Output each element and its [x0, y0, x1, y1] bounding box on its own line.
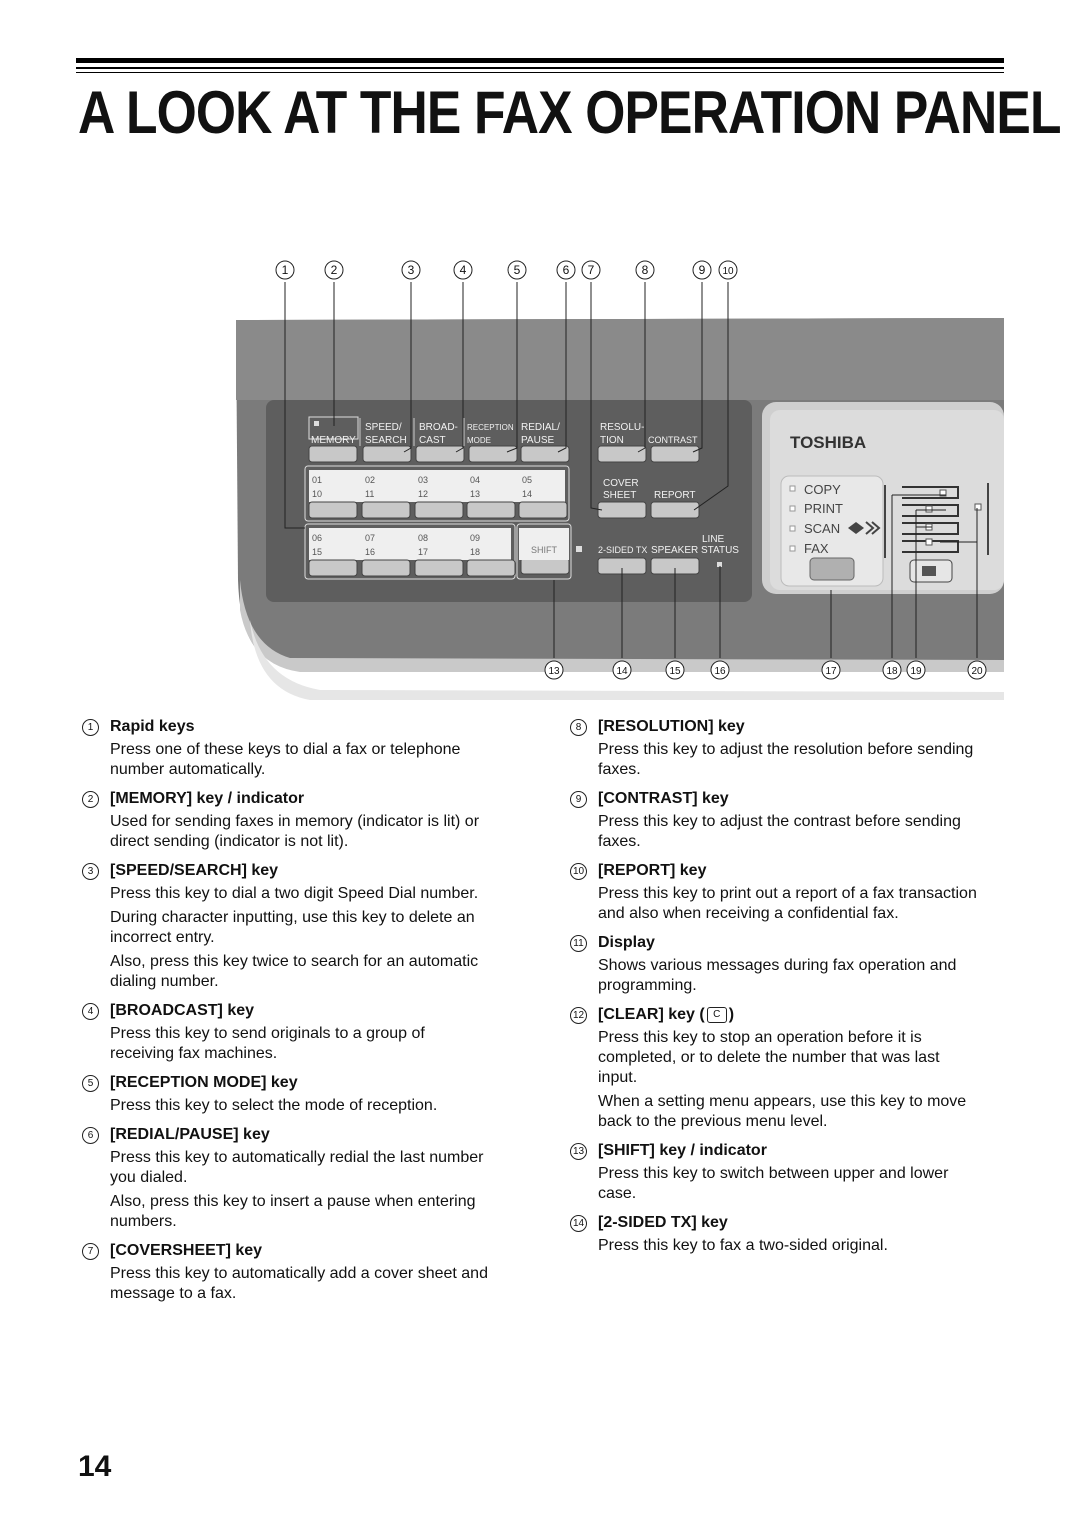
item-heading-text: [SPEED/SEARCH] key — [110, 862, 279, 879]
shift-key[interactable] — [521, 558, 569, 574]
rapid-label: 08 — [418, 533, 429, 543]
item-heading — [570, 1142, 980, 1160]
description-item — [570, 1006, 980, 1132]
clear-key-icon: C — [707, 1007, 727, 1023]
label-resolu-2: TION — [600, 435, 624, 446]
callout-number: 17 — [825, 666, 837, 677]
memory-indicator — [314, 421, 319, 426]
item-heading-text: [BROADCAST] key — [110, 1002, 255, 1019]
rapid-key[interactable] — [362, 502, 410, 518]
rapid-key[interactable] — [467, 502, 515, 518]
label-redial-2: PAUSE — [521, 435, 555, 446]
label-speed-2: SEARCH — [365, 435, 407, 446]
callout-number: 20 — [971, 666, 983, 677]
rapid-label: 18 — [470, 547, 481, 557]
item-number: 1 — [82, 719, 99, 736]
description-item — [570, 1214, 980, 1256]
label-contrast: CONTRAST — [648, 435, 698, 445]
contrast-key[interactable] — [651, 446, 699, 462]
callout-number: 2 — [330, 263, 338, 277]
callout-number: 9 — [698, 263, 706, 277]
description-item — [82, 1074, 492, 1116]
callout-number: 15 — [669, 666, 681, 677]
label-resolu-1: RESOLU- — [600, 422, 645, 433]
item-number: 14 — [570, 1215, 587, 1232]
callout-number: 4 — [459, 263, 467, 277]
label-speed-1: SPEED/ — [365, 422, 402, 433]
rapid-key[interactable] — [415, 560, 463, 576]
callout-number: 13 — [548, 666, 560, 677]
item-number: 12 — [570, 1007, 587, 1024]
rapid-label: 09 — [470, 533, 481, 543]
item-heading-text: [RECEPTION MODE] key — [110, 1074, 298, 1091]
item-heading — [570, 934, 980, 952]
page-title: A LOOK AT THE FAX OPERATION PANEL — [78, 79, 1061, 146]
label-redial-1: REDIAL/ — [521, 422, 560, 433]
description-item — [82, 1002, 492, 1064]
description-item — [82, 862, 492, 992]
item-description: Also, press this key twice to search for an automatic dialing number. — [110, 953, 479, 990]
item-heading-text: [MEMORY] key / indicator — [110, 790, 305, 807]
item-description: Press this key to fax a two-sided original. — [598, 1237, 888, 1254]
callout-number: 3 — [407, 263, 415, 277]
mode-scan: SCAN — [804, 521, 841, 536]
item-number: 9 — [570, 791, 587, 808]
callout-number: 8 — [641, 263, 649, 277]
label-recep-1: RECEPTION — [467, 423, 514, 432]
rapid-label: 14 — [522, 489, 533, 499]
rapid-label: 17 — [418, 547, 429, 557]
label-memory: MEMORY — [311, 435, 356, 446]
memory-key[interactable] — [309, 446, 357, 462]
item-heading-tail: ) — [728, 1006, 735, 1023]
title-rule-thin — [76, 72, 1004, 73]
item-description: Press this key to adjust the resolution before sending faxes. — [598, 741, 974, 778]
label-recep-2: MODE — [467, 436, 491, 445]
description-item — [82, 1126, 492, 1232]
item-description: Press one of these keys to dial a fax or telephone number automatically. — [110, 741, 461, 778]
left-column — [82, 718, 492, 1314]
coversheet-key[interactable] — [598, 502, 646, 518]
rapid-label: 10 — [312, 489, 323, 499]
item-number: 4 — [82, 1003, 99, 1020]
page-number: 14 — [78, 1450, 112, 1483]
item-description: Press this key to automatically add a cover sheet and message to a fax. — [110, 1265, 488, 1302]
description-item — [570, 790, 980, 852]
report-key[interactable] — [651, 502, 699, 518]
label-broad-2: CAST — [419, 435, 446, 446]
label-speaker: SPEAKER — [651, 545, 699, 556]
right-column — [570, 718, 980, 1266]
item-number: 8 — [570, 719, 587, 736]
callout-number: 10 — [722, 266, 734, 277]
item-number: 2 — [82, 791, 99, 808]
shift-indicator — [576, 546, 582, 552]
item-heading-text: [COVERSHEET] key — [110, 1242, 263, 1259]
item-heading-text: [RESOLUTION] key — [598, 718, 745, 735]
item-heading — [82, 1074, 492, 1092]
item-number: 5 — [82, 1075, 99, 1092]
item-description: Press this key to automatically redial the last number you dialed. — [110, 1149, 484, 1186]
item-description: Press this key to send originals to a group of receiving fax machines. — [110, 1025, 425, 1062]
label-line-1: LINE — [702, 534, 725, 545]
description-item — [570, 862, 980, 924]
item-heading — [570, 1006, 980, 1024]
rapid-label: 07 — [365, 533, 376, 543]
callout-number: 14 — [616, 666, 628, 677]
item-number: 7 — [82, 1243, 99, 1260]
callout-number: 18 — [886, 666, 898, 677]
callout-number: 6 — [562, 263, 570, 277]
item-heading — [570, 1214, 980, 1232]
item-heading — [82, 790, 492, 808]
item-heading-text: [CONTRAST] key — [598, 790, 729, 807]
item-description: Press this key to stop an operation before it is completed, or to delete the number that was last input. — [598, 1029, 940, 1086]
description-item — [82, 1242, 492, 1304]
label-shift: SHIFT — [531, 545, 557, 555]
item-description: Used for sending faxes in memory (indicator is lit) or direct sending (indicator is not lit). — [110, 813, 480, 850]
rapid-label: 06 — [312, 533, 323, 543]
rapid-label: 12 — [418, 489, 429, 499]
item-heading-text: Rapid keys — [110, 718, 195, 735]
item-description: When a setting menu appears, use this key to move back to the previous menu level. — [598, 1093, 967, 1130]
rapid-key[interactable] — [309, 560, 357, 576]
item-heading-text: Display — [598, 934, 655, 951]
label-sided: 2-SIDED TX — [598, 545, 648, 555]
description-item — [82, 718, 492, 780]
item-number: 13 — [570, 1143, 587, 1160]
rapid-label: 01 — [312, 475, 323, 485]
fax-panel-diagram — [0, 240, 1080, 700]
rapid-key[interactable] — [415, 502, 463, 518]
title-rule-thick — [76, 58, 1004, 63]
description-item — [82, 790, 492, 852]
item-description: Press this key to dial a two digit Speed Dial number. — [110, 885, 479, 902]
rapid-label: 02 — [365, 475, 376, 485]
description-item — [570, 1142, 980, 1204]
mode-select-key[interactable] — [810, 558, 854, 580]
item-description: Press this key to select the mode of reception. — [110, 1097, 438, 1114]
item-heading — [82, 718, 492, 736]
description-item — [570, 718, 980, 780]
item-heading-text: [REDIAL/PAUSE] key — [110, 1126, 270, 1143]
rapid-label: 15 — [312, 547, 323, 557]
callout-number: 1 — [281, 263, 289, 277]
callout-number: 7 — [587, 263, 595, 277]
description-item — [570, 934, 980, 996]
item-heading-text: [SHIFT] key / indicator — [598, 1142, 767, 1159]
item-description: During character inputting, use this key to delete an incorrect entry. — [110, 909, 475, 946]
rapid-key[interactable] — [309, 502, 357, 518]
item-description: Press this key to switch between upper and lower case. — [598, 1165, 949, 1202]
brand-logo: TOSHIBA — [790, 433, 867, 452]
item-heading — [82, 862, 492, 880]
item-number: 10 — [570, 863, 587, 880]
rapid-label: 16 — [365, 547, 376, 557]
reception-mode-key[interactable] — [469, 446, 517, 462]
item-heading-text: [2-SIDED TX] key — [598, 1214, 728, 1231]
rapid-label: 04 — [470, 475, 481, 485]
rapid-label: 11 — [365, 489, 375, 499]
label-cover-1: COVER — [603, 478, 639, 489]
item-heading-text: [REPORT] key — [598, 862, 707, 879]
rapid-key[interactable] — [519, 502, 567, 518]
rapid-label: 13 — [470, 489, 481, 499]
item-heading — [82, 1002, 492, 1020]
rapid-label: 03 — [418, 475, 429, 485]
item-number: 6 — [82, 1127, 99, 1144]
label-line-2: STATUS — [701, 545, 739, 556]
item-heading — [570, 790, 980, 808]
broadcast-key[interactable] — [416, 446, 464, 462]
rapid-key[interactable] — [362, 560, 410, 576]
label-broad-1: BROAD- — [419, 422, 458, 433]
mode-fax: FAX — [804, 541, 829, 556]
item-description: Press this key to adjust the contrast before sending faxes. — [598, 813, 961, 850]
redial-pause-key[interactable] — [521, 446, 569, 462]
title-rule-mid — [76, 67, 1004, 69]
item-description: Press this key to print out a report of a fax transaction and also when receiving a confidential fax. — [598, 885, 977, 922]
item-heading — [82, 1126, 492, 1144]
item-description: Also, press this key to insert a pause when entering numbers. — [110, 1193, 476, 1230]
item-heading — [570, 718, 980, 736]
item-heading — [82, 1242, 492, 1260]
resolution-key[interactable] — [598, 446, 646, 462]
speed-search-key[interactable] — [363, 446, 411, 462]
item-heading-text: [CLEAR] key ( — [598, 1006, 705, 1023]
item-description: Shows various messages during fax operation and programming. — [598, 957, 957, 994]
item-number: 11 — [570, 935, 587, 952]
label-report: REPORT — [654, 490, 696, 501]
mode-print: PRINT — [804, 501, 843, 516]
callout-number: 5 — [513, 263, 521, 277]
rapid-key[interactable] — [467, 560, 515, 576]
callout-number: 16 — [714, 666, 726, 677]
callout-number: 19 — [910, 666, 922, 677]
label-cover-2: SHEET — [603, 490, 637, 501]
rapid-label: 05 — [522, 475, 533, 485]
item-number: 3 — [82, 863, 99, 880]
item-heading — [570, 862, 980, 880]
mode-copy: COPY — [804, 482, 841, 497]
